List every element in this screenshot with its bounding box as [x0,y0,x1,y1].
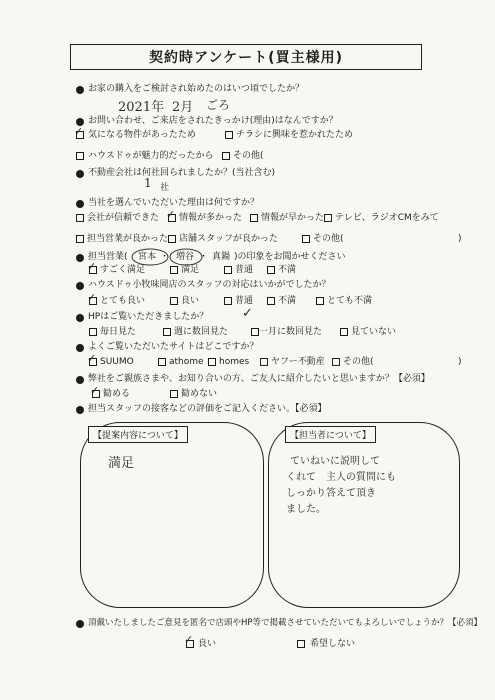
q10-text: 担当スタッフの接客などの評価をご記入ください。【必須】 [88,404,327,414]
q1-month-answer: 2月 [172,100,194,115]
q2-option-3-label: ハウスドゥが魅力的だったから [88,151,214,161]
staff-comment-line-1: ていねいに説明して [290,456,380,467]
staff-comment-line-2: くれて 主人の質問にも [286,472,396,483]
q2-option-2-label: チラシに興味を惹かれたため [236,130,354,140]
q5-option-3-label: 普通 [235,265,254,275]
q4-option-5-checkbox[interactable] [76,235,84,243]
q8-option-2-checkbox[interactable] [158,358,166,366]
q8-option-4-label: ヤフー不動産 [271,357,325,367]
q4-option-7-label: その他( [313,234,344,244]
q5-name-1: 宮本 [138,252,157,262]
q7-option-1-checkbox[interactable] [89,328,97,336]
question-bullet [76,344,84,352]
q7-option-3-label: 一月に数回見た [259,327,323,337]
q5-name-2: 増谷 [176,252,195,262]
proposal-comment-panel [80,422,264,608]
check-mark-icon: ✓ [87,260,97,273]
q8-option-2-label: athome [169,357,204,367]
q4-option-4-checkbox[interactable] [324,214,332,222]
q7-option-1-label: 毎日見た [100,327,137,337]
question-bullet [76,406,84,414]
q11-option-2-label: 希望しない [310,639,356,649]
q11-option-2-checkbox[interactable] [297,640,305,648]
proposal-comment-answer: 満足 [108,456,135,471]
question-bullet [76,200,84,208]
q6-option-5-label: とても不満 [327,296,373,306]
q6-option-2-checkbox[interactable] [170,297,178,305]
q4-option-7-checkbox[interactable] [302,235,310,243]
q4-text: 当社を選んでいただいた理由は何ですか？ [88,198,260,208]
check-mark-icon: ✓ [90,384,100,397]
q8-option-4-checkbox[interactable] [260,358,268,366]
q6-option-5-checkbox[interactable] [316,297,324,305]
q5-option-4-checkbox[interactable] [267,266,275,274]
question-bullet [76,86,84,94]
check-mark-icon: ✓ [87,352,97,365]
q4-close-paren: ) [458,234,462,244]
name-separator: ・ [199,252,209,262]
q7-option-2-checkbox[interactable] [163,328,171,336]
q6-option-4-checkbox[interactable] [267,297,275,305]
q5-suffix: )の印象をお聞かせください [234,252,346,262]
check-mark-icon: ✓ [242,306,253,321]
q4-option-6-checkbox[interactable] [168,235,176,243]
q1-suffix: ごろ [206,98,231,112]
q4-option-5-label: 担当営業が良かった [87,234,169,244]
q8-option-3-checkbox[interactable] [208,358,216,366]
staff-panel-label: 【担当者について】 [285,426,376,443]
q8-option-5-checkbox[interactable] [332,358,340,366]
q2-text: お問い合わせ、ご来店をされたきっかけ(理由)はなんですか？ [88,116,338,126]
staff-comment-panel [268,422,460,608]
q9-text: 弊社をご親族さまや、お知り合いの方、ご友人に紹介したいと思いますか？【必須】 [88,374,430,384]
q7-option-2-label: 週に数回見た [174,327,229,337]
q2-option-3-checkbox[interactable] [76,152,84,160]
q8-option-3-label: homes [219,357,250,367]
q2-option-1-label: 気になる物件があったため [88,130,196,140]
q5-option-2-checkbox[interactable] [170,266,178,274]
q5-option-4-label: 不満 [278,265,297,275]
q2-option-2-checkbox[interactable] [225,131,233,139]
q5-option-2-label: 満足 [181,265,200,275]
q4-option-2-label: 情報が多かった [179,213,243,223]
question-bullet [76,376,84,384]
q5-prefix: 担当営業( [88,252,128,262]
q5-name-3: 真鍋 [212,252,231,262]
q8-text: よくご覧いただいたサイトはどこですか？ [88,342,259,352]
q6-option-3-label: 普通 [235,296,254,306]
q7-option-3-checkbox[interactable] [251,328,259,336]
check-mark-icon: ✓ [87,291,97,304]
q6-option-1-label: とても良い [100,296,146,306]
q11-option-1-label: 良い [198,639,217,649]
q8-close-paren: ) [458,357,462,367]
check-mark-icon: ✓ [184,633,194,646]
q9-option-2-label: 勧めない [181,389,218,399]
proposal-panel-label: 【提案内容について】 [88,426,188,443]
survey-title: 契約時アンケート(買主様用) [70,44,422,70]
q9-option-2-checkbox[interactable] [170,390,178,398]
q1-text: お家の購入をご検討され始めたのはいつ頃でしたか？ [88,84,305,94]
q3-count-answer: 1 [144,176,152,190]
q5-option-1-label: すごく満足 [100,265,146,275]
q4-option-3-checkbox[interactable] [250,214,258,222]
check-mark-icon: ✓ [166,208,176,221]
question-bullet [76,314,84,322]
q6-option-4-label: 不満 [278,296,297,306]
staff-comment-line-3: しっかり答えて頂き [286,488,376,499]
question-bullet [76,282,84,290]
q7-option-4-label: 見ていない [351,327,397,337]
q6-option-3-checkbox[interactable] [224,297,232,305]
q7-option-4-checkbox[interactable] [340,328,348,336]
q4-option-1-label: 会社が信頼できた [87,213,160,223]
q3-unit: 社 [160,183,170,193]
q6-text: ハウスドゥ小牧味岡店のスタッフの対応はいかがでしたか？ [88,280,331,290]
q4-option-3-label: 情報が早かった [261,213,325,223]
check-mark-icon: ✓ [74,125,84,138]
q8-option-1-label: SUUMO [100,357,134,367]
q1-year-answer: 2021年 [118,100,165,115]
question-bullet [76,620,84,628]
q7-text: HPはご覧いただきましたか？ [88,312,209,322]
q4-option-6-label: 店舗スタッフが良かった [179,234,279,244]
q11-text: 頂戴いたしましたご意見を匿名で店頭やHP等で掲載させていただいてもよろしいでしょうか？【必須】 [88,618,483,628]
q9-option-1-label: 勧める [103,389,131,399]
q5-option-3-checkbox[interactable] [224,266,232,274]
q2-option-4-label: その他( [233,151,264,161]
q4-option-1-checkbox[interactable] [76,214,84,222]
q4-option-4-label: テレビ、ラジオCMをみて [335,213,439,223]
question-bullet [76,170,84,178]
question-bullet [76,254,84,262]
q6-option-2-label: 良い [181,296,200,306]
name-separator: ・ [160,252,170,262]
staff-comment-line-4: ました。 [286,504,326,515]
q3-text: 不動産会社は何社回られましたか？(当社含む) [88,168,276,178]
q2-option-4-checkbox[interactable] [222,152,230,160]
q8-option-5-label: その他( [343,357,374,367]
